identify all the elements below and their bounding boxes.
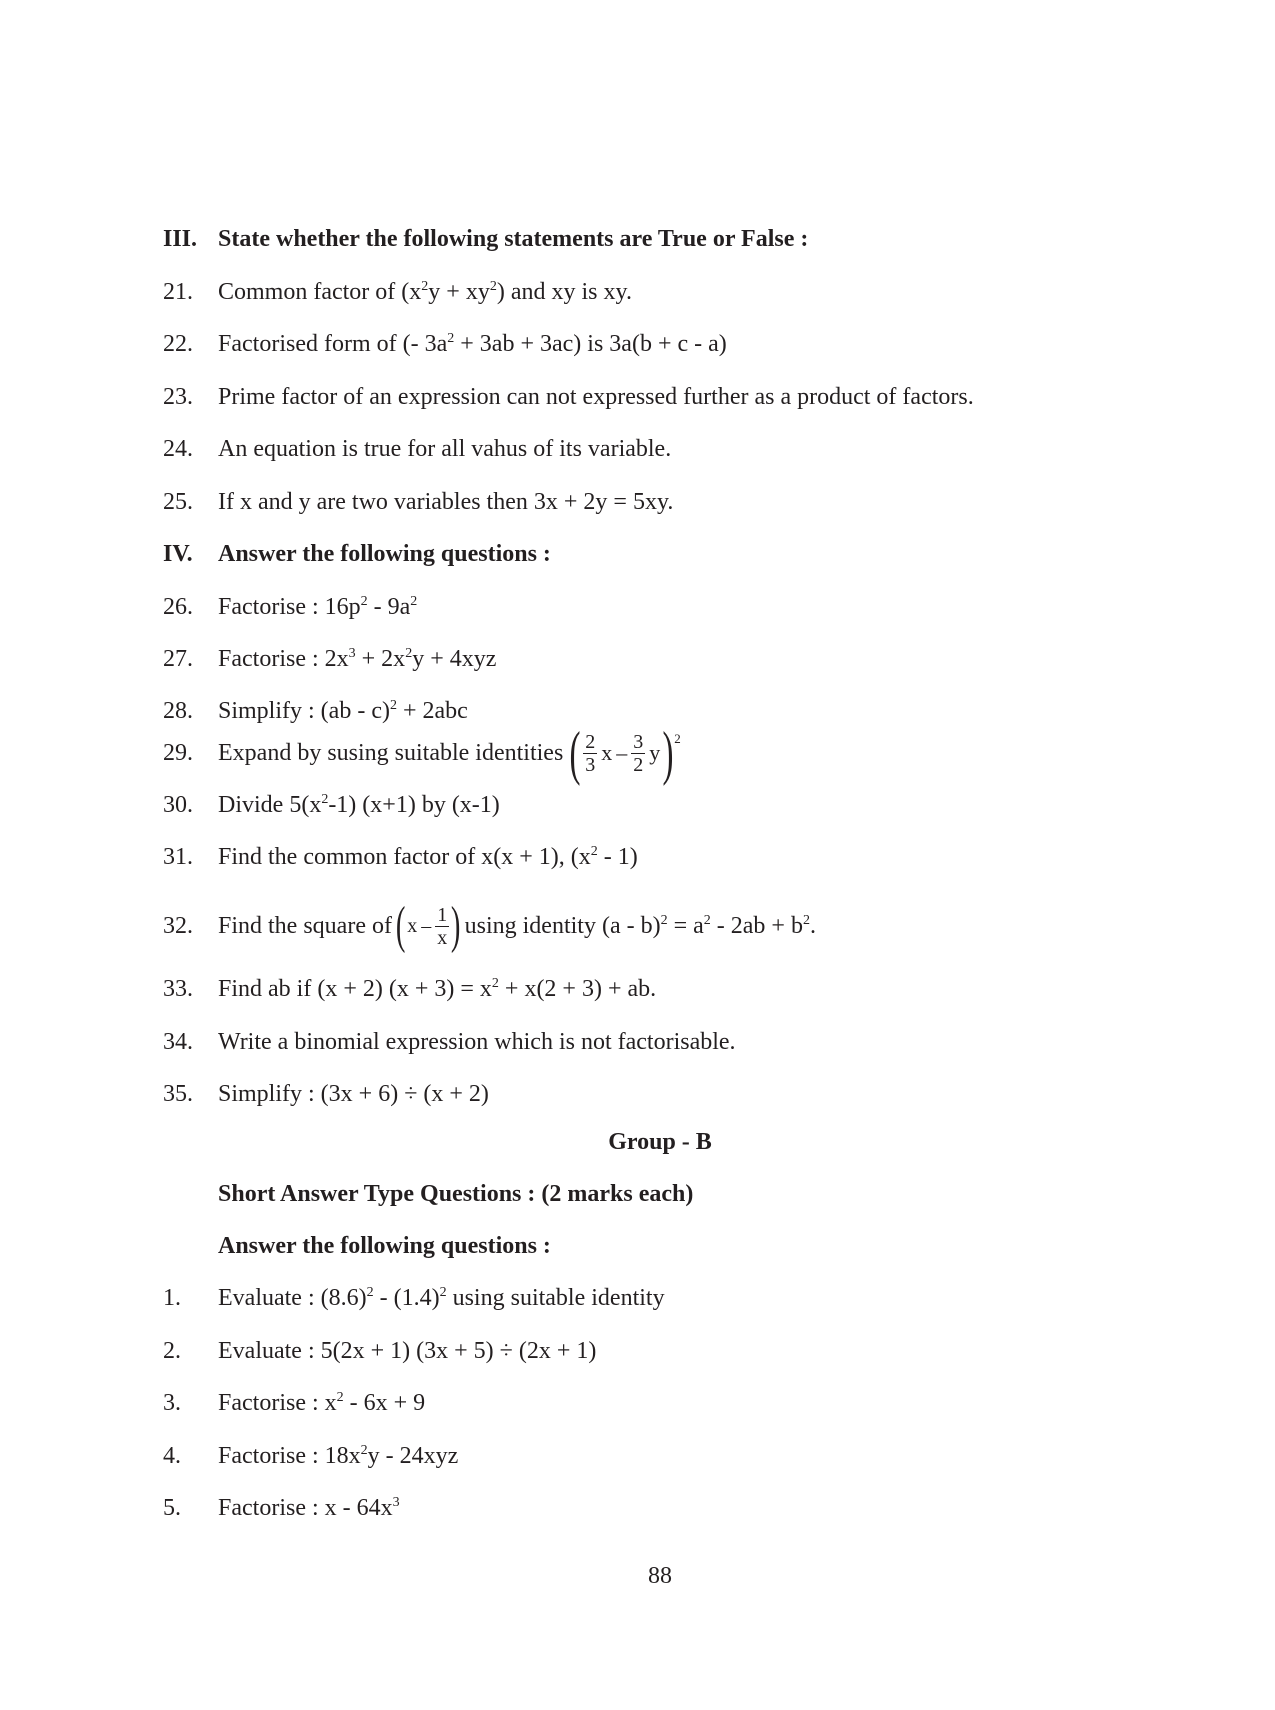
question-number: 35. [163,1081,193,1107]
question-26 [163,593,417,621]
question-number: 24. [163,436,193,462]
question-number: 23. [163,384,193,410]
question-text: If x and y are two variables then 3x + 2y = 5xy. [218,489,674,515]
question-text: Factorise : $x^2 - 6x + 9$ [218,1390,426,1416]
section-number: III. [163,226,198,252]
question-32 [163,896,816,956]
group-b-question-1 [163,1284,665,1312]
section-title: State whether the following statements are True or False : [218,226,809,252]
question-text: Divide $5(x^2-1)$ (x+1) by (x-1) [218,792,500,818]
question-text: Factorise : $18x^2y - 24xyz$ [218,1443,459,1469]
question-number: 4. [163,1443,181,1469]
group-b-title: Group - B [608,1129,712,1155]
section-4-heading [163,540,551,568]
question-number: 27. [163,646,193,672]
question-24 [163,435,671,463]
question-33 [163,975,656,1003]
question-text: Simplify : (ab - c)$^2$ + 2abc [218,698,468,724]
question-number: 22. [163,331,193,357]
fraction: $\frac{3}{2}$ [633,730,644,776]
section-number: IV. [163,541,193,567]
question-number: 3. [163,1390,181,1416]
question-30 [163,791,500,819]
group-b-question-4 [163,1442,458,1470]
question-number: 32. [163,913,193,939]
question-text: Factorise : x - $64x^3$ [218,1495,400,1521]
question-text: Simplify : (3x + 6) ÷ (x + 2) [218,1081,489,1107]
expression-x-minus-reciprocal: ( x – $\frac{1}{x}$ ) [395,897,461,954]
question-23 [163,383,974,411]
fraction: $\frac{2}{3}$ [585,730,596,776]
question-29 [163,720,681,786]
question-34 [163,1028,736,1056]
question-number: 5. [163,1495,181,1521]
question-number: 21. [163,279,193,305]
question-text: Common factor of $(x^2y + xy^2)$ and xy is xy. [218,279,632,305]
question-number: 33. [163,976,193,1002]
question-text: Factorise : $16p^2 - 9a^2$ [218,594,418,620]
question-text: Evaluate : 5(2x + 1) (3x + 5) ÷ (2x + 1) [218,1338,597,1364]
question-number: 31. [163,844,193,870]
section-title: Answer the following questions : [218,541,551,567]
question-text: Factorise : $2x^3 + 2x^2y + 4xyz$ [218,646,497,672]
question-35 [163,1080,489,1108]
question-text: Factorised form of (- $3a^2 + 3ab + 3ac$) is 3a(b + c - a) [218,331,727,357]
question-31 [163,843,638,871]
identity-text: using identity $(a - b)^2 = a^2 - 2ab + b^2$. [464,913,816,939]
question-text: Write a binomial expression which is not factorisable. [218,1029,736,1055]
page-number: 88 [648,1563,672,1589]
question-number: 25. [163,489,193,515]
question-number: 28. [163,698,193,724]
question-number: 30. [163,792,193,818]
question-number: 26. [163,594,193,620]
question-number: 1. [163,1285,181,1311]
group-b-question-2 [163,1337,596,1365]
question-text: Find the common factor of x(x + 1), $(x^2 - 1)$ [218,844,638,870]
question-text: Find ab if (x + 2) $(x + 3) = x^2 + x(2 + 3)$ + ab. [218,976,657,1002]
question-27 [163,645,496,673]
section-3-heading [163,225,808,253]
question-text: An equation is true for all vahus of its variable. [218,436,672,462]
question-number: 29. [163,740,193,766]
question-text: Find the square of [218,913,392,939]
question-text: Prime factor of an expression can not expressed further as a product of factors. [218,384,974,410]
question-25 [163,488,673,516]
group-b-question-5 [163,1494,400,1522]
group-b-instruction: Answer the following questions : [218,1233,551,1259]
question-21 [163,278,632,306]
question-28 [163,697,468,725]
question-22 [163,330,727,358]
question-text: Evaluate : $(8.6)^2 - (1.4)^2$ using suitable identity [218,1285,665,1311]
fraction: $\frac{1}{x}$ [437,903,448,949]
group-b-question-3 [163,1389,425,1417]
expression-fraction-binomial: ( $\frac{2}{3}$ x – $\frac{3}{2}$ y ) 2 [569,720,681,786]
question-number: 34. [163,1029,193,1055]
group-b-subtitle: Short Answer Type Questions : (2 marks each) [218,1181,694,1207]
question-text: Expand by susing suitable identities [218,740,564,766]
question-number: 2. [163,1338,181,1364]
